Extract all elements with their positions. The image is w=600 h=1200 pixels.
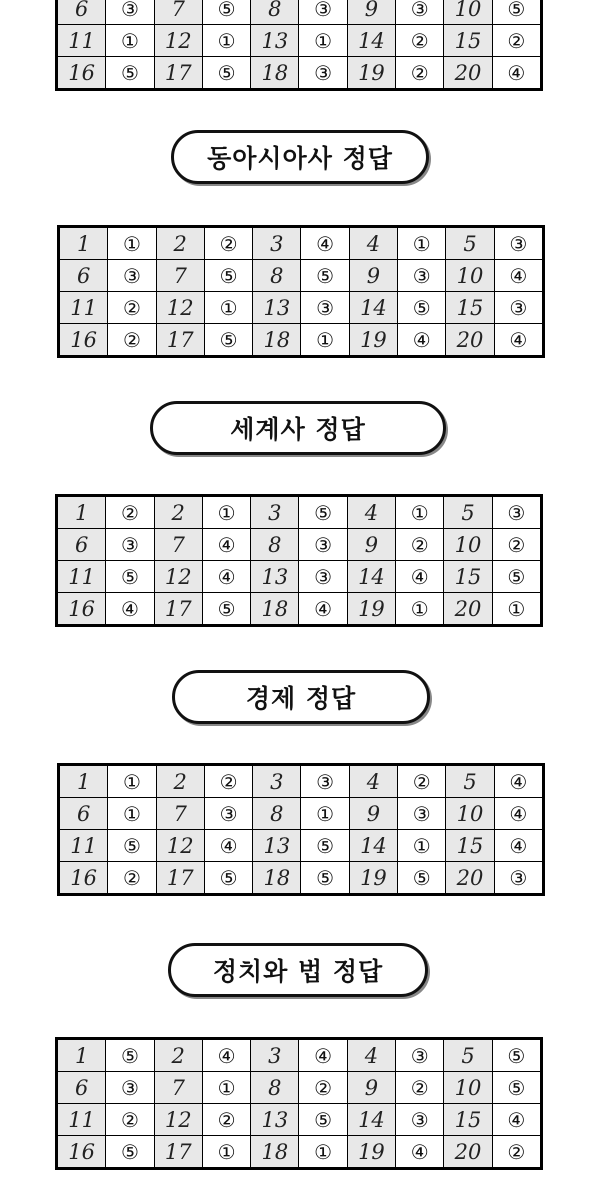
question-number: 7 — [154, 0, 202, 25]
answer-choice: ④ — [202, 529, 250, 561]
answer-choice: ④ — [299, 1039, 347, 1072]
question-number: 9 — [347, 529, 395, 561]
question-number: 9 — [349, 798, 397, 830]
question-number: 3 — [253, 227, 301, 260]
question-number: 6 — [57, 529, 106, 561]
question-number: 2 — [156, 765, 204, 798]
question-number: 15 — [444, 25, 492, 57]
question-number: 11 — [59, 292, 108, 324]
answer-choice: ① — [204, 292, 252, 324]
answer-choice: ⑤ — [492, 1072, 541, 1104]
answer-choice: ⑤ — [398, 292, 446, 324]
answer-choice: ③ — [299, 57, 347, 90]
answer-choice: ⑤ — [106, 57, 154, 90]
answer-choice: ① — [108, 765, 156, 798]
answer-table-politics-and-law — [55, 1037, 543, 1170]
section-title-economics: 경제 정답 — [172, 670, 430, 724]
answer-choice: ② — [202, 1104, 250, 1136]
table-row — [57, 57, 542, 90]
answer-choice: ⑤ — [106, 1136, 154, 1169]
answer-choice: ② — [396, 1072, 444, 1104]
answer-choice: ④ — [106, 593, 154, 626]
table-row — [57, 1136, 542, 1169]
table-row — [57, 529, 542, 561]
question-number: 19 — [347, 57, 395, 90]
answer-choice: ③ — [299, 529, 347, 561]
answer-choice: ② — [108, 862, 156, 895]
answer-choice: ⑤ — [202, 0, 250, 25]
answer-choice: ④ — [494, 830, 543, 862]
table-row — [57, 496, 542, 529]
answer-choice: ③ — [494, 227, 543, 260]
answer-choice: ② — [492, 1136, 541, 1169]
answer-choice: ④ — [204, 830, 252, 862]
question-number: 19 — [347, 593, 395, 626]
answer-choice: ② — [204, 227, 252, 260]
question-number: 10 — [446, 798, 494, 830]
table-row — [57, 1039, 542, 1072]
table-row — [57, 0, 542, 25]
answer-choice: ③ — [398, 260, 446, 292]
question-number: 15 — [444, 1104, 492, 1136]
table-row — [59, 324, 544, 357]
answer-choice: ③ — [106, 0, 154, 25]
question-number: 18 — [251, 593, 299, 626]
answer-choice: ⑤ — [106, 1039, 154, 1072]
answer-choice: ③ — [398, 798, 446, 830]
question-number: 14 — [349, 292, 397, 324]
question-number: 17 — [156, 324, 204, 357]
answer-table-east-asian-history — [57, 225, 545, 358]
question-number: 20 — [446, 324, 494, 357]
question-number: 17 — [154, 1136, 202, 1169]
answer-choice: ① — [492, 593, 541, 626]
answer-choice: ⑤ — [492, 1039, 541, 1072]
question-number: 10 — [444, 0, 492, 25]
question-number: 17 — [154, 593, 202, 626]
table-row — [57, 561, 542, 593]
answer-choice: ③ — [492, 496, 541, 529]
answer-choice: ③ — [108, 260, 156, 292]
answer-choice: ⑤ — [492, 561, 541, 593]
question-number: 19 — [349, 862, 397, 895]
question-number: 9 — [349, 260, 397, 292]
table-row — [57, 1072, 542, 1104]
question-number: 20 — [446, 862, 494, 895]
answer-choice: ① — [301, 798, 349, 830]
question-number: 11 — [57, 561, 106, 593]
question-number: 18 — [253, 324, 301, 357]
question-number: 20 — [444, 1136, 492, 1169]
question-number: 19 — [349, 324, 397, 357]
answer-choice: ② — [108, 292, 156, 324]
question-number: 10 — [444, 529, 492, 561]
question-number: 2 — [154, 496, 202, 529]
answer-choice: ① — [202, 1136, 250, 1169]
answer-choice: ④ — [299, 593, 347, 626]
table-row — [59, 292, 544, 324]
question-number: 6 — [57, 1072, 106, 1104]
answer-choice: ⑤ — [204, 324, 252, 357]
question-number: 3 — [251, 1039, 299, 1072]
question-number: 16 — [57, 1136, 106, 1169]
answer-choice: ⑤ — [108, 830, 156, 862]
question-number: 16 — [57, 593, 106, 626]
question-number: 9 — [347, 0, 395, 25]
question-number: 2 — [156, 227, 204, 260]
section-title-east-asian-history: 동아시아사 정답 — [171, 130, 429, 184]
section-title-politics-and-law: 정치와 법 정답 — [168, 943, 428, 997]
question-number: 4 — [347, 1039, 395, 1072]
answer-choice: ⑤ — [202, 57, 250, 90]
question-number: 5 — [444, 496, 492, 529]
question-number: 15 — [446, 292, 494, 324]
answer-choice: ② — [396, 529, 444, 561]
answer-choice: ⑤ — [204, 862, 252, 895]
answer-choice: ⑤ — [106, 561, 154, 593]
answer-choice: ② — [106, 496, 154, 529]
answer-choice: ③ — [299, 561, 347, 593]
question-number: 16 — [57, 57, 106, 90]
question-number: 7 — [154, 529, 202, 561]
question-number: 13 — [251, 1104, 299, 1136]
answer-table-world-history — [55, 494, 543, 627]
question-number: 11 — [57, 25, 106, 57]
answer-choice: ⑤ — [202, 593, 250, 626]
section-title-world-history: 세계사 정답 — [150, 401, 446, 455]
answer-choice: ③ — [301, 292, 349, 324]
answer-choice: ④ — [301, 227, 349, 260]
question-number: 12 — [154, 25, 202, 57]
answer-choice: ④ — [494, 765, 543, 798]
question-number: 15 — [446, 830, 494, 862]
answer-choice: ⑤ — [492, 0, 541, 25]
answer-choice: ④ — [494, 260, 543, 292]
question-number: 8 — [251, 529, 299, 561]
question-number: 6 — [59, 798, 108, 830]
question-number: 18 — [253, 862, 301, 895]
question-number: 6 — [57, 0, 106, 25]
answer-choice: ⑤ — [301, 260, 349, 292]
question-number: 11 — [57, 1104, 106, 1136]
answer-choice: ⑤ — [299, 496, 347, 529]
answer-choice: ① — [108, 227, 156, 260]
question-number: 7 — [154, 1072, 202, 1104]
answer-choice: ① — [396, 496, 444, 529]
answer-choice: ③ — [106, 1072, 154, 1104]
question-number: 1 — [57, 496, 106, 529]
answer-choice: ① — [202, 496, 250, 529]
question-number: 16 — [59, 862, 108, 895]
question-number: 20 — [444, 57, 492, 90]
answer-choice: ① — [299, 25, 347, 57]
table-row — [57, 1104, 542, 1136]
question-number: 3 — [251, 496, 299, 529]
answer-choice: ① — [202, 1072, 250, 1104]
table-row — [59, 227, 544, 260]
answer-choice: ④ — [494, 798, 543, 830]
question-number: 14 — [347, 25, 395, 57]
question-number: 8 — [251, 1072, 299, 1104]
answer-choice: ⑤ — [204, 260, 252, 292]
table-row — [59, 862, 544, 895]
table-row — [59, 765, 544, 798]
answer-choice: ③ — [396, 1104, 444, 1136]
answer-choice: ① — [398, 227, 446, 260]
question-number: 6 — [59, 260, 108, 292]
answer-choice: ④ — [398, 324, 446, 357]
question-number: 10 — [446, 260, 494, 292]
answer-choice: ④ — [396, 1136, 444, 1169]
question-number: 11 — [59, 830, 108, 862]
answer-choice: ② — [398, 765, 446, 798]
answer-choice: ① — [202, 25, 250, 57]
answer-choice: ③ — [204, 798, 252, 830]
answer-choice: ① — [396, 593, 444, 626]
question-number: 4 — [347, 496, 395, 529]
answer-table-continued — [55, 0, 543, 91]
answer-choice: ④ — [492, 1104, 541, 1136]
answer-choice: ③ — [106, 529, 154, 561]
question-number: 5 — [444, 1039, 492, 1072]
question-number: 14 — [347, 1104, 395, 1136]
table-row — [57, 25, 542, 57]
answer-table-economics — [57, 763, 545, 896]
question-number: 12 — [154, 1104, 202, 1136]
question-number: 4 — [349, 227, 397, 260]
answer-choice: ③ — [299, 0, 347, 25]
table-row — [57, 593, 542, 626]
question-number: 8 — [253, 260, 301, 292]
question-number: 12 — [156, 292, 204, 324]
answer-choice: ④ — [202, 1039, 250, 1072]
question-number: 13 — [253, 830, 301, 862]
question-number: 19 — [347, 1136, 395, 1169]
question-number: 12 — [154, 561, 202, 593]
table-row — [59, 260, 544, 292]
question-number: 1 — [57, 1039, 106, 1072]
question-number: 13 — [251, 25, 299, 57]
answer-choice: ⑤ — [299, 1104, 347, 1136]
answer-choice: ① — [299, 1136, 347, 1169]
answer-choice: ③ — [301, 765, 349, 798]
question-number: 18 — [251, 1136, 299, 1169]
question-number: 17 — [154, 57, 202, 90]
question-number: 5 — [446, 765, 494, 798]
answer-choice: ② — [108, 324, 156, 357]
answer-choice: ② — [204, 765, 252, 798]
question-number: 2 — [154, 1039, 202, 1072]
answer-choice: ① — [106, 25, 154, 57]
answer-choice: ④ — [492, 57, 541, 90]
answer-choice: ① — [108, 798, 156, 830]
question-number: 10 — [444, 1072, 492, 1104]
question-number: 17 — [156, 862, 204, 895]
question-number: 20 — [444, 593, 492, 626]
question-number: 9 — [347, 1072, 395, 1104]
answer-choice: ④ — [202, 561, 250, 593]
answer-choice: ③ — [396, 1039, 444, 1072]
question-number: 18 — [251, 57, 299, 90]
answer-choice: ③ — [494, 862, 543, 895]
table-row — [59, 798, 544, 830]
answer-choice: ② — [396, 25, 444, 57]
question-number: 15 — [444, 561, 492, 593]
question-number: 8 — [253, 798, 301, 830]
answer-choice: ① — [301, 324, 349, 357]
question-number: 4 — [349, 765, 397, 798]
question-number: 8 — [251, 0, 299, 25]
answer-choice: ② — [299, 1072, 347, 1104]
answer-choice: ② — [492, 25, 541, 57]
question-number: 7 — [156, 260, 204, 292]
question-number: 1 — [59, 765, 108, 798]
answer-choice: ① — [398, 830, 446, 862]
question-number: 3 — [253, 765, 301, 798]
answer-choice: ② — [492, 529, 541, 561]
answer-choice: ② — [106, 1104, 154, 1136]
answer-choice: ④ — [494, 324, 543, 357]
question-number: 13 — [251, 561, 299, 593]
question-number: 14 — [349, 830, 397, 862]
answer-choice: ② — [396, 57, 444, 90]
question-number: 1 — [59, 227, 108, 260]
answer-choice: ③ — [396, 0, 444, 25]
answer-choice: ⑤ — [301, 862, 349, 895]
answer-choice: ④ — [396, 561, 444, 593]
question-number: 7 — [156, 798, 204, 830]
question-number: 12 — [156, 830, 204, 862]
question-number: 5 — [446, 227, 494, 260]
question-number: 16 — [59, 324, 108, 357]
answer-choice: ⑤ — [398, 862, 446, 895]
answer-choice: ⑤ — [301, 830, 349, 862]
question-number: 14 — [347, 561, 395, 593]
question-number: 13 — [253, 292, 301, 324]
table-row — [59, 830, 544, 862]
answer-choice: ③ — [494, 292, 543, 324]
